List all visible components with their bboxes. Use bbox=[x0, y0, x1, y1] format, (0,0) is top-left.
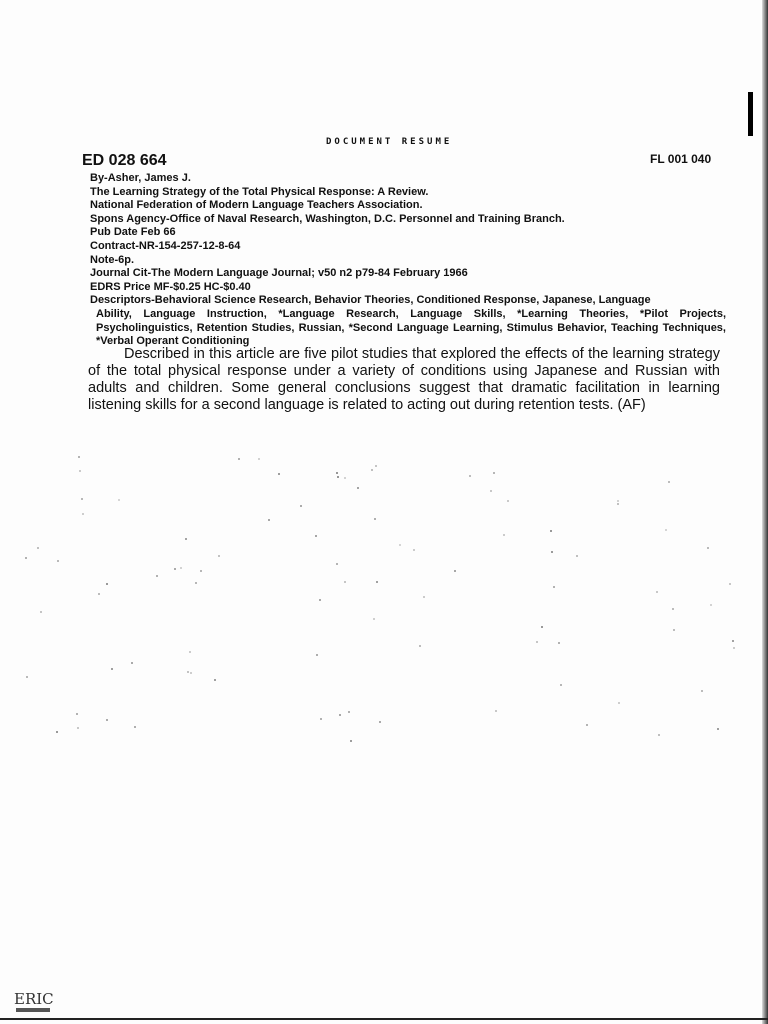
scan-speck bbox=[336, 472, 338, 474]
scan-speck bbox=[503, 534, 505, 536]
eric-logo-bar bbox=[16, 1008, 50, 1012]
scan-speck bbox=[37, 547, 39, 549]
scan-speck bbox=[553, 586, 555, 588]
scan-speck bbox=[131, 662, 133, 664]
scan-speck bbox=[551, 551, 553, 553]
fl-number: FL 001 040 bbox=[650, 152, 712, 166]
scan-speck bbox=[371, 469, 373, 471]
scan-speck bbox=[454, 570, 456, 572]
scan-speck bbox=[218, 555, 220, 557]
institution: National Federation of Modern Language Teachers Association. bbox=[90, 199, 423, 212]
scan-speck bbox=[185, 538, 187, 540]
scan-speck bbox=[707, 547, 709, 549]
scan-speck bbox=[320, 718, 322, 720]
author: By-Asher, James J. bbox=[90, 172, 191, 184]
eric-logo-text: ERIC bbox=[14, 990, 54, 1008]
descriptors bbox=[90, 294, 726, 348]
scan-speck bbox=[344, 581, 346, 583]
scan-speck bbox=[339, 714, 341, 716]
scan-speck bbox=[300, 505, 302, 507]
scan-speck bbox=[26, 676, 28, 678]
scan-speck bbox=[106, 719, 108, 721]
scan-speck bbox=[57, 560, 59, 562]
scan-speck bbox=[98, 593, 100, 595]
scan-speck bbox=[350, 740, 352, 742]
scan-edge bbox=[762, 0, 768, 1024]
scan-speck bbox=[379, 721, 381, 723]
document-resume-title: DOCUMENT RESUME bbox=[326, 137, 453, 147]
scan-speck bbox=[82, 513, 84, 515]
scan-speck bbox=[733, 647, 735, 649]
contract: Contract-NR-154-257-12-8-64 bbox=[90, 239, 241, 252]
scan-speck bbox=[258, 458, 260, 460]
scan-speck bbox=[344, 477, 346, 479]
ed-number: ED 028 664 bbox=[82, 152, 167, 169]
scan-speck bbox=[495, 710, 497, 712]
scan-speck bbox=[376, 581, 378, 583]
scan-speck bbox=[278, 473, 280, 475]
descriptors-first-line: Descriptors-Behavioral Science Research, Behavior Theories, Conditioned Response, Japanese, Language bbox=[90, 294, 651, 307]
scan-speck bbox=[348, 711, 350, 713]
scan-speck bbox=[536, 641, 538, 643]
scan-speck bbox=[617, 500, 619, 502]
scan-speck bbox=[672, 608, 674, 610]
scan-speck bbox=[541, 626, 543, 628]
scan-speck bbox=[710, 604, 712, 606]
scan-speck bbox=[200, 570, 202, 572]
scan-speck bbox=[469, 475, 471, 477]
record-metadata bbox=[90, 172, 726, 349]
pub-date: Pub Date Feb 66 bbox=[90, 226, 176, 239]
scan-speck bbox=[316, 654, 318, 656]
scan-speck bbox=[214, 679, 216, 681]
abstract: Described in this article are five pilot studies that explored the effects of the learning strategy of the total physical response under a variety of conditions using Japanese and Russian with adults and children. Some general conclusions suggest that dramatic facilitation in learning listening skills for a second language is related to acting out during retention tests. (AF) bbox=[88, 346, 720, 413]
scan-speck bbox=[40, 611, 42, 613]
scan-speck bbox=[423, 596, 425, 598]
scan-speck bbox=[399, 544, 401, 546]
record-title: The Learning Strategy of the Total Physical Response: A Review. bbox=[90, 185, 429, 198]
scan-speck bbox=[189, 651, 191, 653]
scan-speck bbox=[180, 567, 182, 569]
scan-bottom-edge bbox=[0, 1018, 768, 1020]
journal-citation: Journal Cit-The Modern Language Journal; v50 n2 p79-84 February 1966 bbox=[90, 267, 468, 280]
edrs-price: EDRS Price MF-$0.25 HC-$0.40 bbox=[90, 280, 251, 293]
scan-speck bbox=[732, 640, 734, 642]
scan-speck bbox=[190, 672, 192, 674]
scan-speck bbox=[357, 487, 359, 489]
eric-logo bbox=[14, 984, 54, 1014]
scan-speck bbox=[507, 500, 509, 502]
scan-speck bbox=[195, 582, 197, 584]
scan-speck bbox=[586, 724, 588, 726]
scan-speck bbox=[134, 726, 136, 728]
scan-speck bbox=[413, 549, 415, 551]
sponsor: Spons Agency-Office of Naval Research, Washington, D.C. Personnel and Training Branch. bbox=[90, 212, 565, 225]
scan-speck bbox=[156, 575, 158, 577]
scan-speck bbox=[656, 591, 658, 593]
scan-speck bbox=[25, 557, 27, 559]
scan-speck bbox=[268, 519, 270, 521]
scan-speck bbox=[81, 498, 83, 500]
descriptors-continued: Ability, Language Instruction, *Language Research, Language Skills, *Learning Theories, *Pilot Projects, Psycholinguistics, Retention Studies, Russian, *Second Language Learning, Stimulus Behavior, Teaching Techniques, *Verbal Operant Conditioning bbox=[96, 307, 726, 348]
scan-speck bbox=[658, 734, 660, 736]
scan-speck bbox=[374, 518, 376, 520]
scan-speck bbox=[668, 481, 670, 483]
scan-speck bbox=[106, 583, 108, 585]
scan-speck bbox=[337, 476, 339, 478]
scan-speck bbox=[560, 684, 562, 686]
scan-speck bbox=[238, 458, 240, 460]
scan-speck bbox=[118, 499, 120, 501]
scan-speck bbox=[550, 530, 552, 532]
scan-speck bbox=[373, 618, 375, 620]
scan-speck bbox=[419, 645, 421, 647]
scan-speck bbox=[665, 529, 667, 531]
scan-speck bbox=[490, 490, 492, 492]
scan-speck bbox=[493, 472, 495, 474]
scan-speck bbox=[618, 702, 620, 704]
scan-speck bbox=[78, 456, 80, 458]
scan-speck bbox=[717, 728, 719, 730]
scan-speck bbox=[76, 713, 78, 715]
scan-speck bbox=[375, 465, 377, 467]
scan-speck bbox=[558, 642, 560, 644]
scan-speck bbox=[174, 568, 176, 570]
scan-speck bbox=[77, 727, 79, 729]
scan-speck bbox=[336, 563, 338, 565]
scan-speck bbox=[315, 535, 317, 537]
scan-speck bbox=[111, 668, 113, 670]
scan-speck bbox=[729, 583, 731, 585]
scan-speck bbox=[701, 690, 703, 692]
scan-speck bbox=[576, 555, 578, 557]
scan-speck bbox=[79, 470, 81, 472]
scan-speck bbox=[673, 629, 675, 631]
scan-speck bbox=[187, 671, 189, 673]
scan-speck bbox=[319, 599, 321, 601]
scan-speck bbox=[617, 503, 619, 505]
scan-mark bbox=[748, 92, 753, 136]
note: Note-6p. bbox=[90, 253, 134, 266]
scan-speck bbox=[56, 731, 58, 733]
